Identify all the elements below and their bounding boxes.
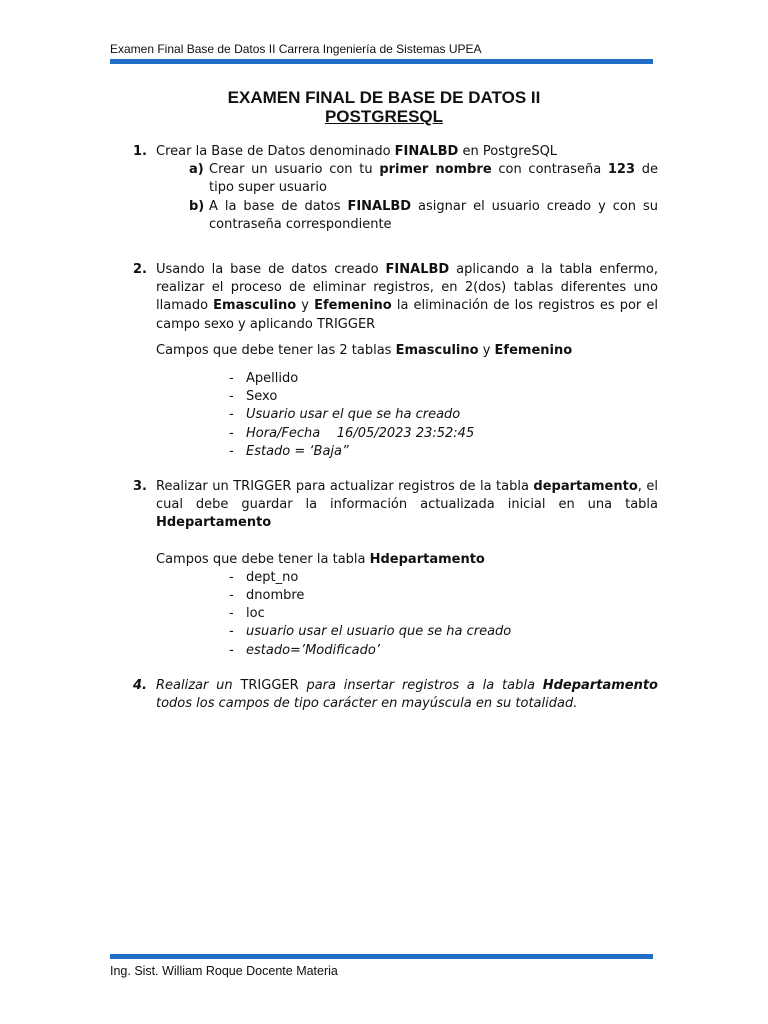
part-b-label: b) — [189, 198, 205, 214]
list-item: - Usuario usar el que se ha creado — [229, 407, 461, 423]
question-1-part-b: b) A la base de datos FINALBD asignar el usuario creado y con su contraseña correspondiente — [189, 198, 658, 232]
footer-rule — [110, 954, 653, 959]
question-1-number: 1. — [133, 144, 147, 159]
list-item: - Hora/Fecha 16/05/2023 23:52:45 — [229, 425, 475, 441]
question-4: 4. Realizar un TRIGGER para insertar registros a la tabla Hdepartamento todos los campos de tipo carácter en mayúscula en su totalidad. — [133, 677, 658, 711]
question-1 — [133, 143, 658, 161]
list-item: - loc — [229, 606, 265, 622]
question-3-field-list — [229, 569, 658, 660]
question-1-text: Crear la Base de Datos denominado FINALBD en PostgreSQL — [156, 144, 558, 159]
question-3-number: 3. — [133, 478, 147, 494]
exam-subtitle: POSTGRESQL — [324, 107, 444, 126]
question-2-field-list — [229, 370, 658, 461]
question-2-fields-intro: Campos que debe tener las 2 tablas Emasculino y Efemenino — [156, 342, 573, 358]
list-item: - Sexo — [229, 389, 278, 405]
question-2-number: 2. — [133, 262, 147, 278]
part-a-label: a) — [189, 162, 204, 178]
question-3-fields-intro: Campos que debe tener la tabla Hdepartamento — [156, 551, 485, 567]
question-3: 3. Realizar un TRIGGER para actualizar registros de la tabla departamento, el cual debe guardar la información actualizada inicial en una tabla Hdepartamento — [133, 478, 659, 531]
list-item: - Apellido — [229, 371, 299, 387]
list-item: - estado=’Modificado’ — [229, 642, 380, 658]
question-1-part-a: a) Crear un usuario con tu primer nombre con contraseña 123 de tipo super usuario — [189, 162, 658, 196]
list-item: - dnombre — [229, 587, 305, 603]
list-item: - Estado = ‘Baja” — [229, 443, 349, 459]
page-header-text: Examen Final Base de Datos II Carrera Ingeniería de Sistemas UPEA — [110, 42, 482, 56]
header-rule — [110, 59, 653, 64]
question-4-number: 4. — [133, 677, 147, 693]
list-item: - dept_no — [229, 569, 299, 585]
page-footer-text: Ing. Sist. William Roque Docente Materia — [110, 964, 338, 978]
question-2: 2. Usando la base de datos creado FINALBD aplicando a la tabla enfermo, realizar el proceso de eliminar registros, en 2(dos) tablas diferentes uno llamado Emasculino y Efemenino la eliminación de los registros es por el campo sexo y aplicando TRIGGER — [133, 262, 658, 332]
list-item: - usuario usar el usuario que se ha creado — [229, 624, 512, 640]
exam-content — [133, 143, 658, 713]
exam-title: EXAMEN FINAL DE BASE DE DATOS II — [227, 88, 541, 107]
